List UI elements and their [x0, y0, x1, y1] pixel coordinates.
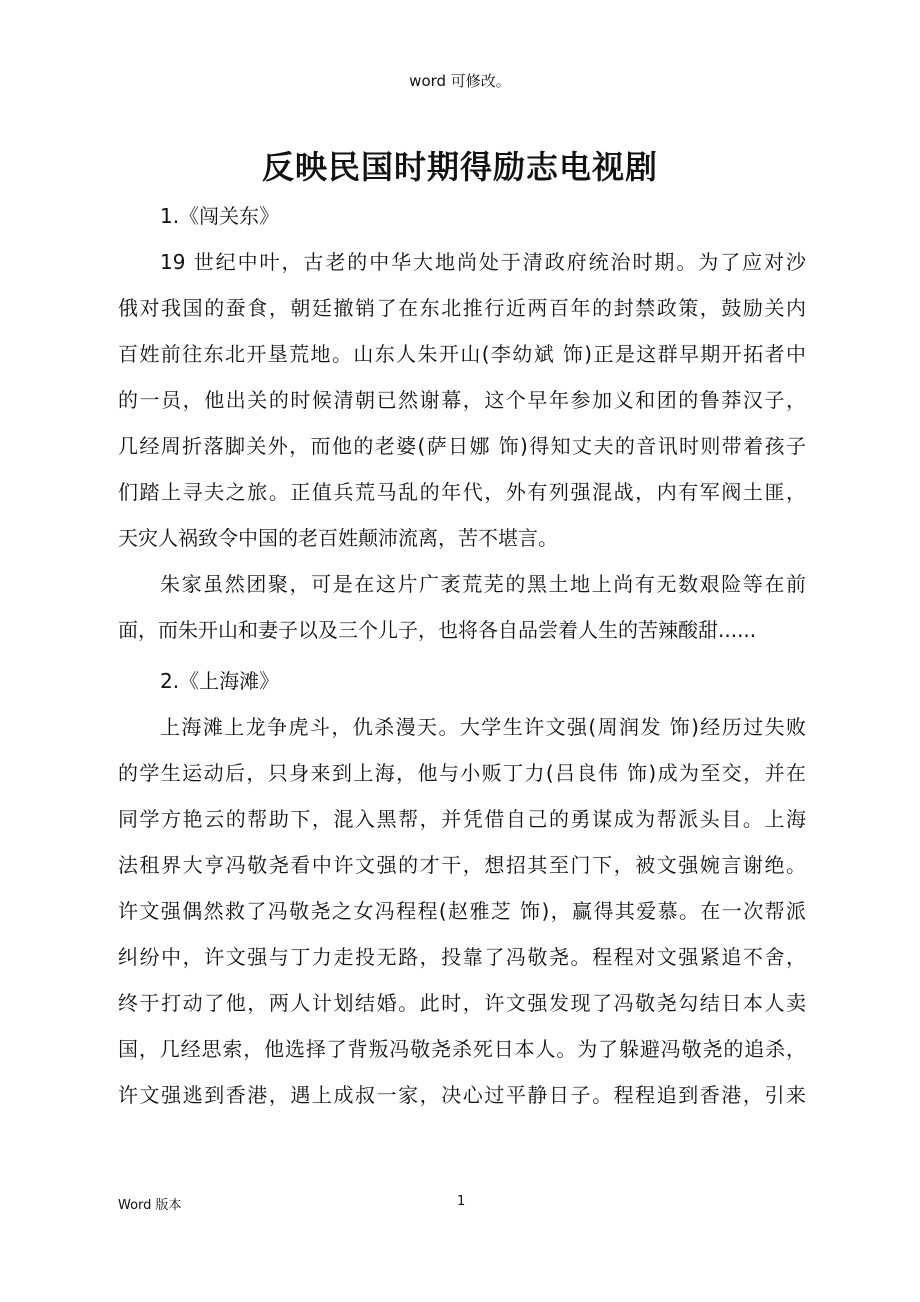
paragraph-line: 天灾人祸致令中国的老百姓颠沛流离，苦不堪言。: [118, 526, 558, 550]
footer-label: Word 版本: [118, 1198, 182, 1213]
paragraph-line: 面，而朱开山和妻子以及三个儿子，也将各自品尝着人生的苦辣酸甜......: [118, 618, 757, 642]
paragraph-line: 纠纷中，许文强与丁力走投无路，投靠了冯敬尧。程程对文强紧追不舍，: [118, 945, 806, 969]
paragraph-line: 百姓前往东北开垦荒地。山东人朱开山(李幼斌 饰)正是这群早期开拓者中: [118, 342, 806, 366]
paragraph-line: 同学方艳云的帮助下，混入黑帮，并凭借自己的勇谋成为帮派头目。上海: [118, 807, 806, 831]
paragraph-line: 朱家虽然团聚，可是在这片广袤荒芜的黑土地上尚有无数艰险等在前: [160, 572, 806, 596]
document-body: [118, 193, 806, 1118]
paragraph-line: 上海滩上龙争虎斗，仇杀漫天。大学生许文强(周润发 饰)经历过失败: [160, 715, 806, 739]
paragraph-line: 们踏上寻夫之旅。正值兵荒马乱的年代，外有列强混战，内有军阀土匪，: [118, 480, 806, 504]
paragraph-line: 几经周折落脚关外，而他的老婆(萨日娜 饰)得知丈夫的音讯时则带着孩子: [118, 434, 806, 458]
paragraph-line: 终于打动了他，两人计划结婚。此时，许文强发现了冯敬尧勾结日本人卖: [118, 991, 806, 1015]
paragraph-line: 19 世纪中叶，古老的中华大地尚处于清政府统治时期。为了应对沙: [160, 250, 806, 274]
paragraph-line: 俄对我国的蚕食，朝廷撤销了在东北推行近两百年的封禁政策，鼓励关内: [118, 296, 806, 320]
document-title: 反映民国时期得励志电视剧: [261, 148, 658, 186]
paragraph-line: 的学生运动后，只身来到上海，他与小贩丁力(吕良伟 饰)成为至交，并在: [118, 761, 806, 785]
paragraph-line: 许文强偶然救了冯敬尧之女冯程程(赵雅芝 饰)，赢得其爱慕。在一次帮派: [118, 899, 806, 923]
paragraph-line: 法租界大亨冯敬尧看中许文强的才干，想招其至门下，被文强婉言谢绝。: [118, 853, 806, 877]
section-heading: 1.《闯关东》: [160, 204, 280, 228]
paragraph-line: 的一员，他出关的时候清朝已然谢幕，这个早年参加义和团的鲁莽汉子，: [118, 388, 806, 412]
page-header: word 可修改。: [409, 72, 511, 90]
page-number: 1: [457, 1194, 466, 1209]
paragraph-line: 国，几经思索，他选择了背叛冯敬尧杀死日本人。为了躲避冯敬尧的追杀，: [118, 1037, 806, 1061]
paragraph-line: 许文强逃到香港，遇上成叔一家，决心过平静日子。程程追到香港，引来: [118, 1083, 806, 1107]
section-heading: 2.《上海滩》: [160, 669, 280, 693]
